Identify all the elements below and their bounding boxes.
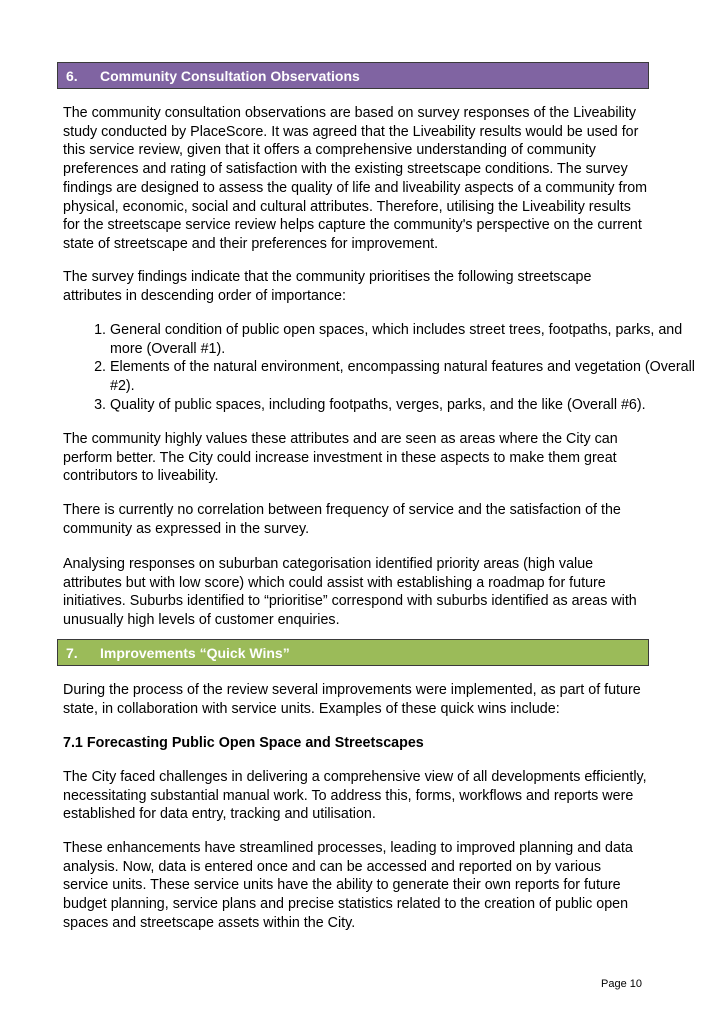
page-number: Page 10 [601, 978, 642, 990]
section-7-title: Improvements “Quick Wins” [100, 644, 290, 661]
correlation-paragraph: There is currently no correlation between frequency of service and the satisfaction of the community as expressed in the survey. [63, 502, 621, 537]
section-6-heading [57, 62, 649, 89]
list-item: 3. Quality of public spaces, including footpaths, verges, parks, and the like (Overall #6). [110, 396, 695, 415]
quick-wins-intro-paragraph: During the process of the review several improvements were implemented, as part of future state, in collaboration with service units. Examples of these quick wins include: [63, 682, 641, 717]
liveability-paragraph: The community consultation observations are based on survey responses of the Liveability study conducted by PlaceScore. It was agreed that the Liveability results would be used for this service review, given that it offers a comprehensive understanding of community preferences and rating of satisfaction with the existing streetscape conditions. The survey findings are designed to assess the quality of life and liveability aspects of a community from physical, economic, social and cultural attributes. Therefore, utilising the Liveability results for the streetscape service review helps capture the community's perspective on the current state of streetscape and their preferences for improvement. [63, 105, 648, 252]
list-item: 1. General condition of public open spaces, which includes street trees, footpaths, parks, and more (Overall #1). [110, 321, 695, 358]
list-item: 2. Elements of the natural environment, encompassing natural features and vegetation (Overall #2). [110, 358, 695, 395]
suburban-analysis-paragraph: Analysing responses on suburban categorisation identified priority areas (high value attributes but with low score) which could assist with establishing a roadmap for future initiatives. Suburbs identified to “prioritise” correspond with suburbs identified as areas with unusually high levels of customer enquiries. [63, 556, 637, 629]
section-7-heading [57, 639, 649, 666]
section-7-number: 7. [66, 644, 78, 661]
forecasting-challenges-paragraph: The City faced challenges in delivering a comprehensive view of all developments efficiently, necessitating substantial manual work. To address this, forms, workflows and reports were established for data entry, tracking and utilisation. [63, 769, 647, 823]
values-paragraph: The community highly values these attributes and are seen as areas where the City can perform better. The City could increase investment in these aspects to make them great contributors to liveability. [63, 431, 618, 485]
subsection-7-1-heading: 7.1 Forecasting Public Open Space and Streetscapes [63, 735, 424, 751]
section-6-number: 6. [66, 67, 78, 84]
enhancements-paragraph: These enhancements have streamlined processes, leading to improved planning and data analysis. Now, data is entered once and can be accessed and reported on by various service units. These service units have the ability to generate their own reports for future budget planning, service plans and precise statistics related to the creation of public open spaces and streetscape assets within the City. [63, 840, 633, 931]
priorities-intro-paragraph: The survey findings indicate that the community prioritises the following streetscape attributes in descending order of importance: [63, 269, 592, 304]
priorities-list [63, 321, 695, 415]
section-6-title: Community Consultation Observations [100, 67, 360, 84]
